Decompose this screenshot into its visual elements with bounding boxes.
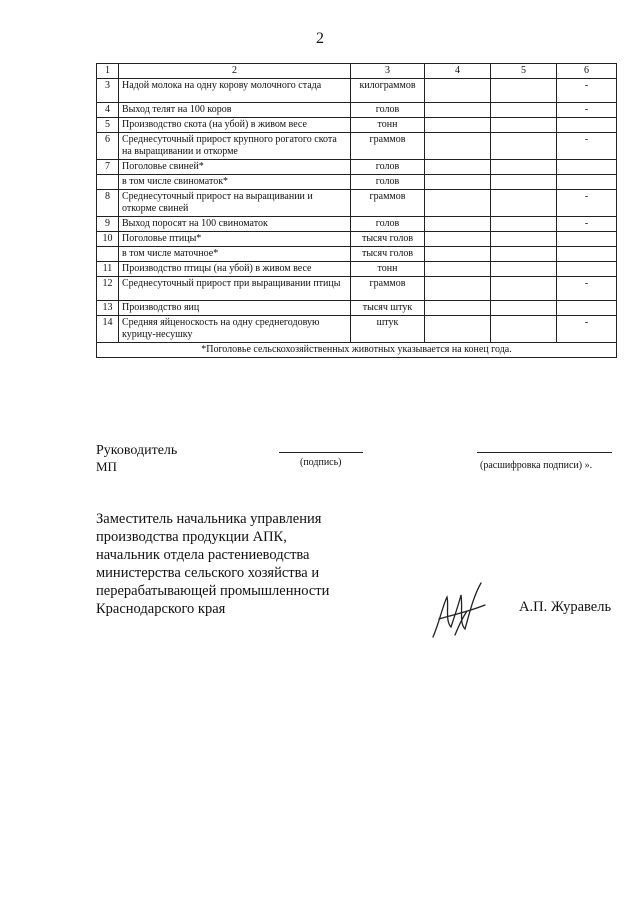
header-cell: 3 (351, 64, 425, 79)
unit-cell: тысяч голов (351, 247, 425, 262)
signature-caption: (подпись) (300, 457, 342, 468)
header-cell: 1 (97, 64, 119, 79)
deputy-title-line: Краснодарского края (96, 601, 226, 617)
handwritten-signature (425, 575, 495, 645)
decoding-caption: (расшифровка подписи) ». (480, 460, 593, 471)
row-number-cell: 13 (97, 301, 119, 316)
table-row (97, 301, 617, 316)
deputy-title-line: Заместитель начальника управления (96, 511, 322, 527)
value-cell-6 (557, 262, 617, 277)
unit-cell: голов (351, 160, 425, 175)
table-row (97, 118, 617, 133)
value-cell-4 (425, 301, 491, 316)
unit-cell: голов (351, 103, 425, 118)
value-cell-5 (491, 190, 557, 217)
value-cell-6: - (557, 277, 617, 301)
indicator-name-cell: Производство птицы (на убой) в живом весе (119, 262, 351, 277)
unit-cell: килограммов (351, 79, 425, 103)
value-cell-4 (425, 262, 491, 277)
signature-line (279, 452, 363, 453)
value-cell-5 (491, 316, 557, 343)
value-cell-5 (491, 118, 557, 133)
row-number-cell: 5 (97, 118, 119, 133)
value-cell-6 (557, 247, 617, 262)
indicator-name-cell: в том числе маточное* (119, 247, 351, 262)
table-footnote-row (97, 343, 617, 358)
table-row (97, 79, 617, 103)
page-number: 2 (316, 30, 324, 47)
indicator-name-cell: Поголовье свиней* (119, 160, 351, 175)
table-row (97, 160, 617, 175)
row-number-cell: 9 (97, 217, 119, 232)
value-cell-5 (491, 175, 557, 190)
table-row (97, 316, 617, 343)
value-cell-6 (557, 301, 617, 316)
table-row (97, 103, 617, 118)
indicator-name-cell: Выход телят на 100 коров (119, 103, 351, 118)
row-number-cell: 7 (97, 160, 119, 175)
indicator-name-cell: Среднесуточный прирост крупного рогатого скота на выращивании и откорме (119, 133, 351, 160)
row-number-cell: 10 (97, 232, 119, 247)
indicator-name-cell: Надой молока на одну корову молочного стада (119, 79, 351, 103)
value-cell-5 (491, 160, 557, 175)
head-label: Руководитель (96, 443, 178, 458)
stamp-label: МП (96, 459, 117, 474)
value-cell-6 (557, 160, 617, 175)
value-cell-6: - (557, 190, 617, 217)
value-cell-4 (425, 217, 491, 232)
row-number-cell: 11 (97, 262, 119, 277)
table-row (97, 190, 617, 217)
value-cell-4 (425, 103, 491, 118)
value-cell-5 (491, 247, 557, 262)
table-footnote: *Поголовье сельскохозяйственных животных указывается на конец года. (97, 343, 617, 358)
value-cell-4 (425, 175, 491, 190)
deputy-title-line: министерства сельского хозяйства и (96, 565, 320, 581)
table-row (97, 133, 617, 160)
indicator-name-cell: в том числе свиноматок* (119, 175, 351, 190)
header-cell: 6 (557, 64, 617, 79)
value-cell-4 (425, 232, 491, 247)
deputy-name: А.П. Журавель (519, 599, 612, 615)
value-cell-5 (491, 79, 557, 103)
value-cell-4 (425, 133, 491, 160)
indicator-name-cell: Поголовье птицы* (119, 232, 351, 247)
unit-cell: тонн (351, 118, 425, 133)
unit-cell: тонн (351, 262, 425, 277)
unit-cell: тысяч голов (351, 232, 425, 247)
unit-cell: граммов (351, 133, 425, 160)
value-cell-6: - (557, 217, 617, 232)
value-cell-6: - (557, 103, 617, 118)
row-number-cell: 6 (97, 133, 119, 160)
unit-cell: граммов (351, 190, 425, 217)
deputy-title-line: перерабатывающей промышленности (96, 583, 330, 599)
unit-cell: тысяч штук (351, 301, 425, 316)
row-number-cell: 14 (97, 316, 119, 343)
decoding-line (477, 452, 612, 453)
table-row (97, 277, 617, 301)
table-row (97, 217, 617, 232)
value-cell-4 (425, 277, 491, 301)
deputy-title-line: производства продукции АПК, (96, 529, 287, 545)
value-cell-5 (491, 232, 557, 247)
table-row (97, 232, 617, 247)
table-row (97, 262, 617, 277)
table-row (97, 175, 617, 190)
value-cell-5 (491, 217, 557, 232)
value-cell-6 (557, 175, 617, 190)
value-cell-4 (425, 118, 491, 133)
value-cell-6: - (557, 133, 617, 160)
indicator-name-cell: Производство яиц (119, 301, 351, 316)
value-cell-5 (491, 301, 557, 316)
row-number-cell (97, 175, 119, 190)
unit-cell: голов (351, 175, 425, 190)
indicator-name-cell: Среднесуточный прирост на выращивании и откорме свиней (119, 190, 351, 217)
value-cell-4 (425, 160, 491, 175)
indicator-name-cell: Среднесуточный прирост при выращивании птицы (119, 277, 351, 301)
indicator-name-cell: Средняя яйценоскость на одну среднегодовую курицу-несушку (119, 316, 351, 343)
value-cell-5 (491, 277, 557, 301)
row-number-cell: 8 (97, 190, 119, 217)
unit-cell: голов (351, 217, 425, 232)
value-cell-4 (425, 316, 491, 343)
value-cell-6 (557, 232, 617, 247)
table-row (97, 247, 617, 262)
header-cell: 5 (491, 64, 557, 79)
livestock-table (96, 63, 617, 358)
row-number-cell: 4 (97, 103, 119, 118)
value-cell-4 (425, 247, 491, 262)
unit-cell: штук (351, 316, 425, 343)
header-cell: 4 (425, 64, 491, 79)
row-number-cell: 3 (97, 79, 119, 103)
indicator-name-cell: Выход поросят на 100 свиноматок (119, 217, 351, 232)
value-cell-4 (425, 190, 491, 217)
row-number-cell: 12 (97, 277, 119, 301)
row-number-cell (97, 247, 119, 262)
value-cell-5 (491, 133, 557, 160)
indicator-name-cell: Производство скота (на убой) в живом весе (119, 118, 351, 133)
value-cell-6: - (557, 79, 617, 103)
table-header-row (97, 64, 617, 79)
value-cell-5 (491, 103, 557, 118)
value-cell-6: - (557, 316, 617, 343)
value-cell-4 (425, 79, 491, 103)
header-cell: 2 (119, 64, 351, 79)
deputy-title-line: начальник отдела растениеводства (96, 547, 310, 563)
value-cell-5 (491, 262, 557, 277)
unit-cell: граммов (351, 277, 425, 301)
deputy-title (96, 510, 329, 618)
value-cell-6 (557, 118, 617, 133)
